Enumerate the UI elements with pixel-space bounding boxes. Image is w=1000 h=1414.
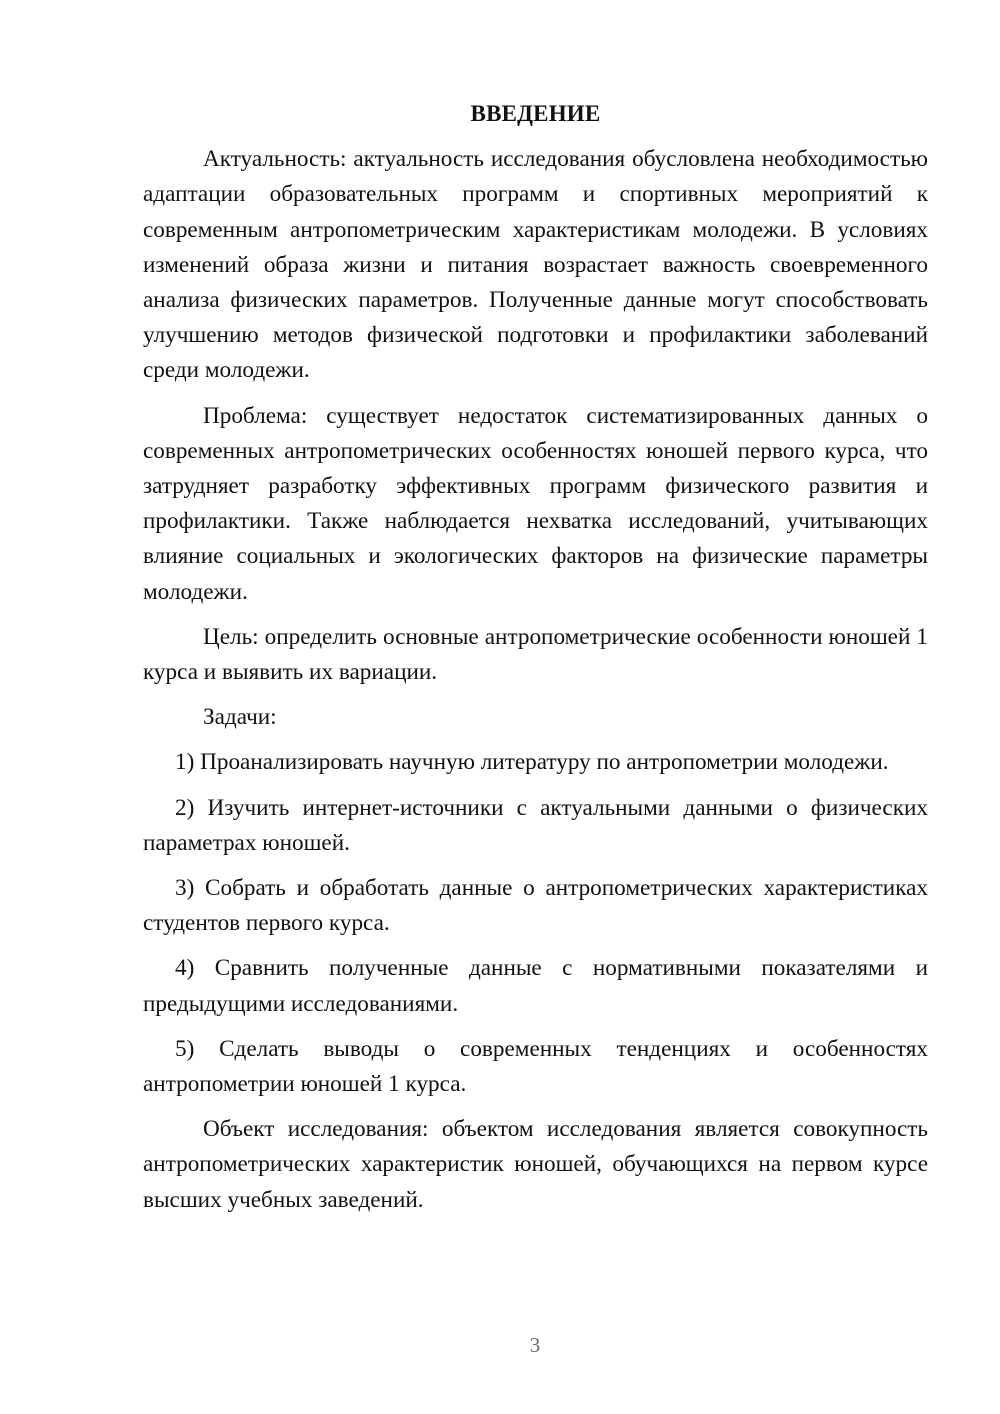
tasks-label: Задачи:: [203, 704, 277, 731]
task-item: 1) Проанализировать научную литературу по антропометрии молодежи.: [175, 749, 889, 776]
task-item: 3) Собрать и обработать данные о антропометрических характеристиках студентов первого курса.: [143, 875, 928, 937]
relevance-paragraph: Актуальность: актуальность исследования обусловлена необходимостью адаптации образовательных программ и спортивных мероприятий к современным антропометрическим характеристикам молодежи. В условиях изменений образа жизни и питания возрастает важность своевременного анализа физических параметров. Полученные данные могут способствовать улучшению методов физической подготовки и профилактики заболеваний среди молодежи.: [143, 146, 928, 384]
object-paragraph: Объект исследования: объектом исследования является совокупность антропометрических характеристик юношей, обучающихся на первом курсе высших учебных заведений.: [143, 1116, 928, 1213]
task-item: 5) Сделать выводы о современных тенденциях и особенностях антропометрии юношей 1 курса.: [143, 1035, 928, 1098]
section-title: ВВЕДЕНИЕ: [470, 101, 601, 126]
goal-paragraph: Цель: определить основные антропометрические особенности юношей 1 курса и выявить их вариации.: [143, 623, 928, 686]
task-item: 2) Изучить интернет-источники с актуальными данными о физических параметрах юношей.: [143, 794, 928, 856]
problem-paragraph: Проблема: существует недостаток систематизированных данных о современных антропометрических особенностях юношей первого курса, что затрудняет разработку эффективных программ физического развития и профилактики. Также наблюдается нехватка исследований, учитывающих влияние социальных и экологических факторов на физические параметры молодежи.: [143, 402, 928, 605]
task-item: 4) Сравнить полученные данные с нормативными показателями и предыдущими исследованиями.: [143, 955, 928, 1017]
page-number: 3: [529, 1333, 541, 1357]
page-content: [143, 96, 928, 1218]
